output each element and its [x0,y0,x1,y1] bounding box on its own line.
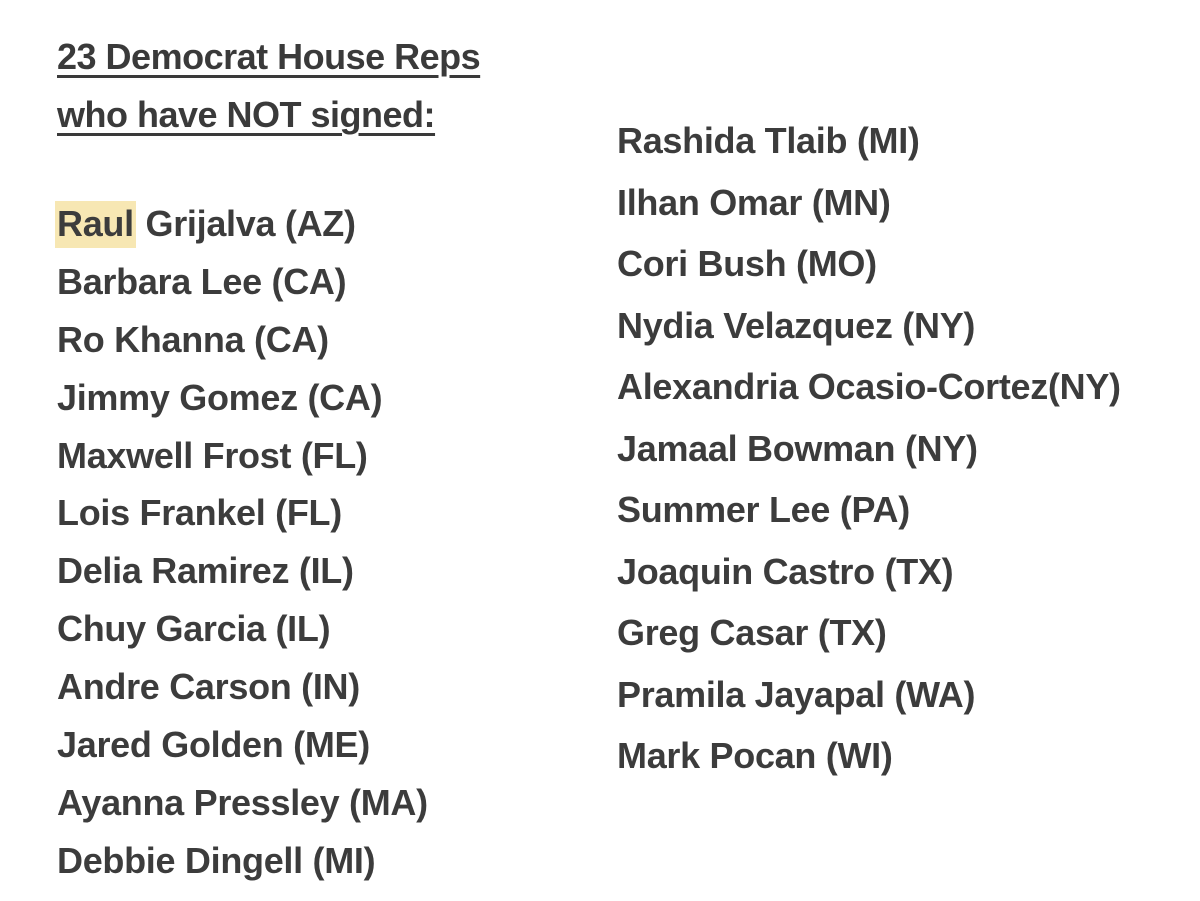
list-item: Delia Ramirez (IL) [57,550,354,592]
list-item: Barbara Lee (CA) [57,260,347,302]
title-line-1: 23 Democrat House Reps [57,36,481,77]
list-item: Chuy Garcia (IL) [57,608,331,650]
list-item: Summer Lee (PA) [617,489,910,530]
list-item: Maxwell Frost (FL) [57,434,368,476]
list-item: Debbie Dingell (MI) [57,839,376,881]
list-item: Mark Pocan (WI) [617,735,893,776]
list-item: Joaquin Castro (TX) [617,550,954,592]
list-item: Pramila Jayapal (WA) [617,673,976,715]
list-item: Greg Casar (TX) [617,612,887,653]
page-title [57,28,577,144]
reps-list-right [617,110,1200,787]
list-item: Jimmy Gomez (CA) [57,376,383,418]
list-item: Jared Golden (ME) [57,724,370,766]
title-line-2: who have NOT signed: [57,94,436,135]
list-item: Ro Khanna (CA) [57,318,329,360]
list-item-rest: Grijalva (AZ) [135,203,356,244]
list-item: Cori Bush (MO) [617,243,877,284]
reps-list-left [57,195,428,890]
list-item: Alexandria Ocasio-Cortez(NY) [617,366,1121,407]
list-item: Nydia Velazquez (NY) [617,304,976,346]
list-item: Ayanna Pressley (MA) [57,781,428,823]
list-item: Jamaal Bowman (NY) [617,427,978,469]
list-item: Ilhan Omar (MN) [617,181,891,223]
list-item: Lois Frankel (FL) [57,492,342,534]
list-item [57,195,428,253]
list-item: Andre Carson (IN) [57,666,360,708]
highlighted-word: Raul [55,201,136,248]
list-item: Rashida Tlaib (MI) [617,120,920,161]
